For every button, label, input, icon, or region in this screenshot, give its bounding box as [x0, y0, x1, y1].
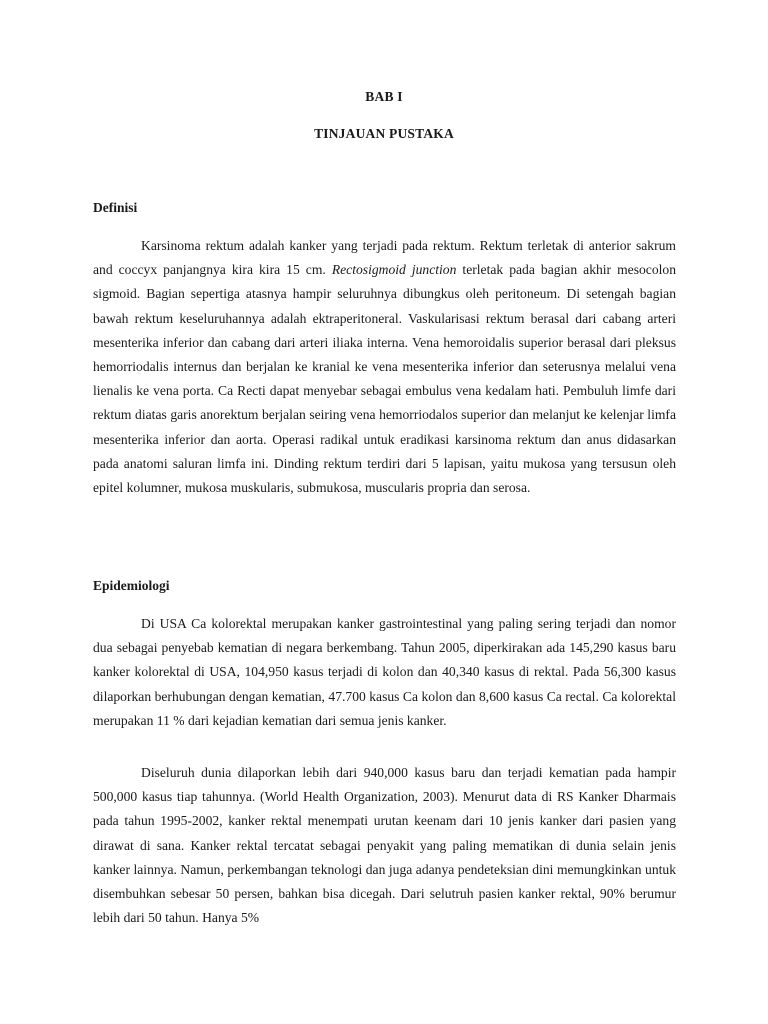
chapter-heading: BAB I [365, 89, 403, 104]
italic-term: Rectosigmoid junction [331, 262, 457, 278]
paragraph-text: Karsinoma rektum adalah kanker yang terjadi pada rektum. Rektum terletak di anterior sakrum and coccyx panjangnya kira kira 15 cm. [93, 238, 676, 278]
section-title-definisi: Definisi [93, 200, 138, 215]
paragraph-definisi [93, 234, 676, 500]
paragraph-text: terletak pada bagian akhir mesocolon sigmoid. Bagian sepertiga atasnya hampir seluruhnya dibungkus oleh peritoneum. Di setengah bagian bawah rektum keseluruhannya adalah ektraperitoneral. Vaskularisasi rektum berasal dari cabang arteri mesenterika inferior dan cabang dari arteri iliaka interna. Vena hemoroidalis superior berasal dari pleksus hemorriodalis internus dan berjalan ke kranial ke vena mesenterika inferior dan seterusnya melalui vena lienalis ke vena porta. Ca Recti dapat menyebar sebagai embulus vena kedalam hati. Pembuluh limfe dari rektum diatas garis anorektum berjalan seiring vena hemorriodalos superior dan melanjut ke kelenjar limfa mesenterika inferior dan aorta. Operasi radikal untuk eradikasi karsinoma rektum dan anus didasarkan pada anatomi saluran limfa ini. Dinding rektum terdiri dari 5 lapisan, yaitu mukosa yang tersusun oleh epitel kolumner, mukosa muskularis, submukosa, muscularis propria dan serosa. [93, 262, 677, 496]
chapter-title: TINJAUAN PUSTAKA [314, 126, 454, 141]
section-title-epidemiologi: Epidemiologi [93, 578, 170, 593]
paragraph-epidemiologi-2: Diseluruh dunia dilaporkan lebih dari 940,000 kasus baru dan terjadi kematian pada hampir 500,000 kasus tiap tahunnya. (World Health Organization, 2003). Menurut data di RS Kanker Dharmais pada tahun 1995-2002, kanker rektal menempati urutan keenam dari 10 jenis kanker dari pasien yang dirawat di sana. Kanker rektal tercatat sebagai penyakit yang paling mematikan di dunia selain jenis kanker lainnya. Namun, perkembangan teknologi dan juga adanya pendeteksian dini memungkinkan untuk disembuhkan sebesar 50 persen, bahkan bisa dicegah. Dari selutruh pasien kanker rektal, 90% berumur lebih dari 50 tahun. Hanya 5% [93, 765, 676, 926]
paragraph-epidemiologi-1: Di USA Ca kolorektal merupakan kanker gastrointestinal yang paling sering terjadi dan nomor dua sebagai penyebab kematian di negara berkembang. Tahun 2005, diperkirakan ada 145,290 kasus baru kanker kolorektal di USA, 104,950 kasus terjadi di kolon dan 40,340 kasus di rektal. Pada 56,300 kasus dilaporkan berhubungan dengan kematian, 47.700 kasus Ca kolon dan 8,600 kasus Ca rectal. Ca kolorektal merupakan 11 % dari kejadian kematian dari semua jenis kanker. [93, 616, 676, 728]
